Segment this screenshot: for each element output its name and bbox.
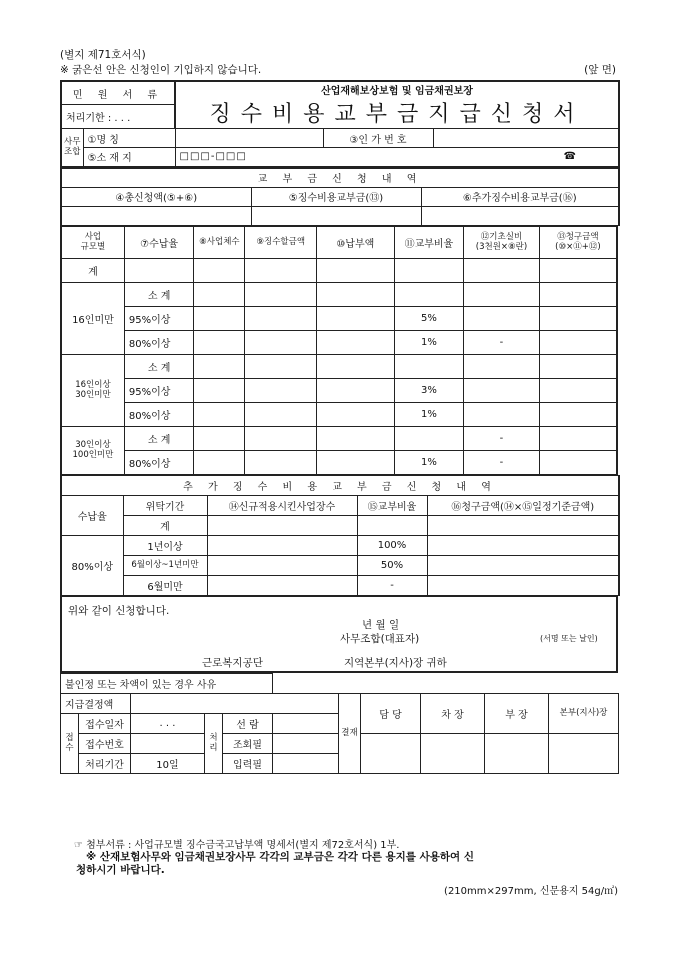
- ratio-cell: 5%: [394, 306, 464, 330]
- extra-grant-label: ⑥추가징수비용교부금(⑯): [421, 187, 619, 206]
- section2-title: 추 가 징 수 비 용 교 부 금 신 청 내 역: [61, 475, 619, 495]
- ratio-cell: [394, 354, 464, 378]
- period-cell: 6월이상~1년미만: [123, 555, 207, 575]
- period-label: 처리기간: [79, 753, 131, 773]
- ratio-cell: [394, 426, 464, 450]
- ratio-cell: 1%: [394, 330, 464, 354]
- basic-cell: -: [464, 330, 540, 354]
- recipient-label: 지역본부(지사)장 귀하: [344, 656, 447, 669]
- col-collect: ⑨징수할금액: [245, 226, 317, 258]
- col-count: ⑧사업체수: [194, 226, 245, 258]
- ratio-cell: -: [357, 575, 427, 595]
- rate-label: 80%이상: [61, 535, 123, 595]
- basic-cell: [464, 306, 540, 330]
- basic-cell: -: [464, 450, 540, 474]
- total-apply-field[interactable]: [61, 206, 251, 225]
- consign-period-label: 위탁기간: [123, 495, 207, 515]
- license-field[interactable]: [433, 129, 619, 148]
- paper-spec: (210mm×297mm, 신문용지 54g/㎡): [444, 886, 618, 897]
- declaration-date[interactable]: 년 월 일: [362, 618, 400, 631]
- group-label: 30인이상 100인미만: [61, 426, 124, 474]
- basic-cell: [464, 378, 540, 402]
- col-rate: ⑦수납율: [124, 226, 194, 258]
- staff-2: 차 장: [421, 693, 485, 733]
- ratio-cell: 1%: [394, 402, 464, 426]
- rate-cell: 80%이상: [124, 330, 194, 354]
- postcode-boxes[interactable]: □□□-□□□: [179, 151, 247, 163]
- ratio-cell: 3%: [394, 378, 464, 402]
- rate-cell: 80%이상: [124, 402, 194, 426]
- rate-cell: 소 계: [124, 426, 194, 450]
- receipt-date-label: 접수일자: [79, 713, 131, 733]
- group-label: 16인이상 30인미만: [61, 354, 124, 426]
- top-block: [60, 80, 620, 168]
- period-cell: 1년이상: [123, 535, 207, 555]
- basic-cell: [464, 402, 540, 426]
- ratio-cell: 1%: [394, 450, 464, 474]
- processing-period: 처리기한 : . . .: [61, 105, 175, 129]
- staff-4: 본부(지사)장: [549, 693, 619, 733]
- civil-docs-label: 민 원 서 류: [61, 81, 175, 105]
- total-apply-label: ④총신청액(⑤+⑥): [61, 187, 251, 206]
- instruction-note: ※ 굵은선 안은 신청인이 기입하지 않습니다.: [60, 64, 262, 76]
- form-number: (별지 제71호서식): [60, 49, 146, 61]
- section1-title: 교 부 금 신 청 내 역: [61, 168, 619, 187]
- col-paid: ⑩납부액: [316, 226, 394, 258]
- view-label: 선 람: [223, 713, 273, 733]
- receipt-date-value[interactable]: . . .: [131, 713, 205, 733]
- basic-cell: -: [464, 426, 540, 450]
- period-value: 10일: [131, 753, 205, 773]
- staff-1: 담 당: [361, 693, 421, 733]
- page-side: (앞 면): [584, 64, 616, 76]
- check-label: 조회필: [223, 733, 273, 753]
- rate-cell: 95%이상: [124, 378, 194, 402]
- extra-grant-table: [60, 475, 620, 596]
- basic-cell: [464, 354, 540, 378]
- grant-detail-table: [60, 226, 618, 475]
- period-cell: 6월미만: [123, 575, 207, 595]
- ratio-cell: 100%: [357, 535, 427, 555]
- name-field[interactable]: [175, 129, 323, 148]
- receipt-no-label: 접수번호: [79, 733, 131, 753]
- staff-3: 부 장: [485, 693, 549, 733]
- applicant-label: 사무조합(대표자): [340, 632, 420, 645]
- rate-cell: 소 계: [124, 282, 194, 306]
- reason-field[interactable]: [273, 673, 619, 693]
- address-label: ⑤소 재 지: [83, 148, 175, 167]
- application-form: [60, 80, 618, 774]
- license-label: ③인 가 번 호: [323, 129, 433, 148]
- form-title: 징수비용교부금지급신청서: [209, 102, 585, 127]
- footer-note-1: ※ 산재보험사무와 임금채권보장사무 각각의 교부금은 각각 다른 용지를 사용하여 신: [86, 851, 474, 863]
- rate-cell: 80%이상: [124, 450, 194, 474]
- admin-table: [60, 673, 619, 774]
- decision-label: 지급결정액: [61, 693, 131, 713]
- input-label: 입력필: [223, 753, 273, 773]
- payment-rate-label: 수납율: [61, 495, 123, 535]
- collect-grant-label: ⑤징수비용교부금(⑬): [251, 187, 421, 206]
- collect-grant-field[interactable]: [251, 206, 421, 225]
- association-label: 사무조합: [61, 129, 83, 167]
- process-label: 처리: [205, 713, 223, 773]
- attachment-note: ☞ 첨부서류 : 사업규모별 징수금국고납부액 명세서(별지 제72호서식) 1부.: [74, 840, 400, 851]
- group-label: 16인미만: [61, 282, 124, 354]
- receipt-label: 접수: [61, 713, 79, 773]
- footer-note-2: 청하시기 바랍니다.: [76, 864, 165, 876]
- grant-summary: [60, 168, 620, 226]
- decision-field[interactable]: [131, 693, 339, 713]
- approval-label: 결재: [339, 693, 361, 773]
- col-size: 사업 규모별: [61, 226, 124, 258]
- rate-cell: 소 계: [124, 354, 194, 378]
- ratio-cell: 50%: [357, 555, 427, 575]
- new-apply-label: ⑭신규적용시킨사업장수: [207, 495, 357, 515]
- ratio-label: ⑮교부비율: [357, 495, 427, 515]
- col-ratio: ⑪교부비율: [394, 226, 464, 258]
- title-cell: [175, 81, 619, 129]
- ratio-cell: [394, 282, 464, 306]
- reason-label: 불인정 또는 차액이 있는 경우 사유: [61, 673, 273, 693]
- section2-total: 계: [123, 515, 207, 535]
- col-claim: ⑬청구금액 (⑩×⑪+⑫): [539, 226, 617, 258]
- total-row-label: 계: [61, 258, 124, 282]
- extra-grant-field[interactable]: [421, 206, 619, 225]
- agency-label: 근로복지공단: [202, 656, 263, 669]
- address-field[interactable]: [175, 148, 619, 167]
- declaration-block: [60, 596, 618, 673]
- declaration-text: 위와 같이 신청합니다.: [68, 604, 170, 617]
- basic-cell: [464, 282, 540, 306]
- col-basic: ⑫기초실비 (3천원×⑧란): [464, 226, 540, 258]
- claim-label: ⑯청구금액(⑭×⑮일정기준금액): [427, 495, 619, 515]
- phone-icon: ☎: [563, 151, 577, 163]
- name-label: ①명 칭: [83, 129, 175, 148]
- rate-cell: 95%이상: [124, 306, 194, 330]
- sign-label[interactable]: (서명 또는 날인): [540, 633, 598, 643]
- form-subtitle: 산업재해보상보험 및 임금채권보장: [321, 86, 473, 97]
